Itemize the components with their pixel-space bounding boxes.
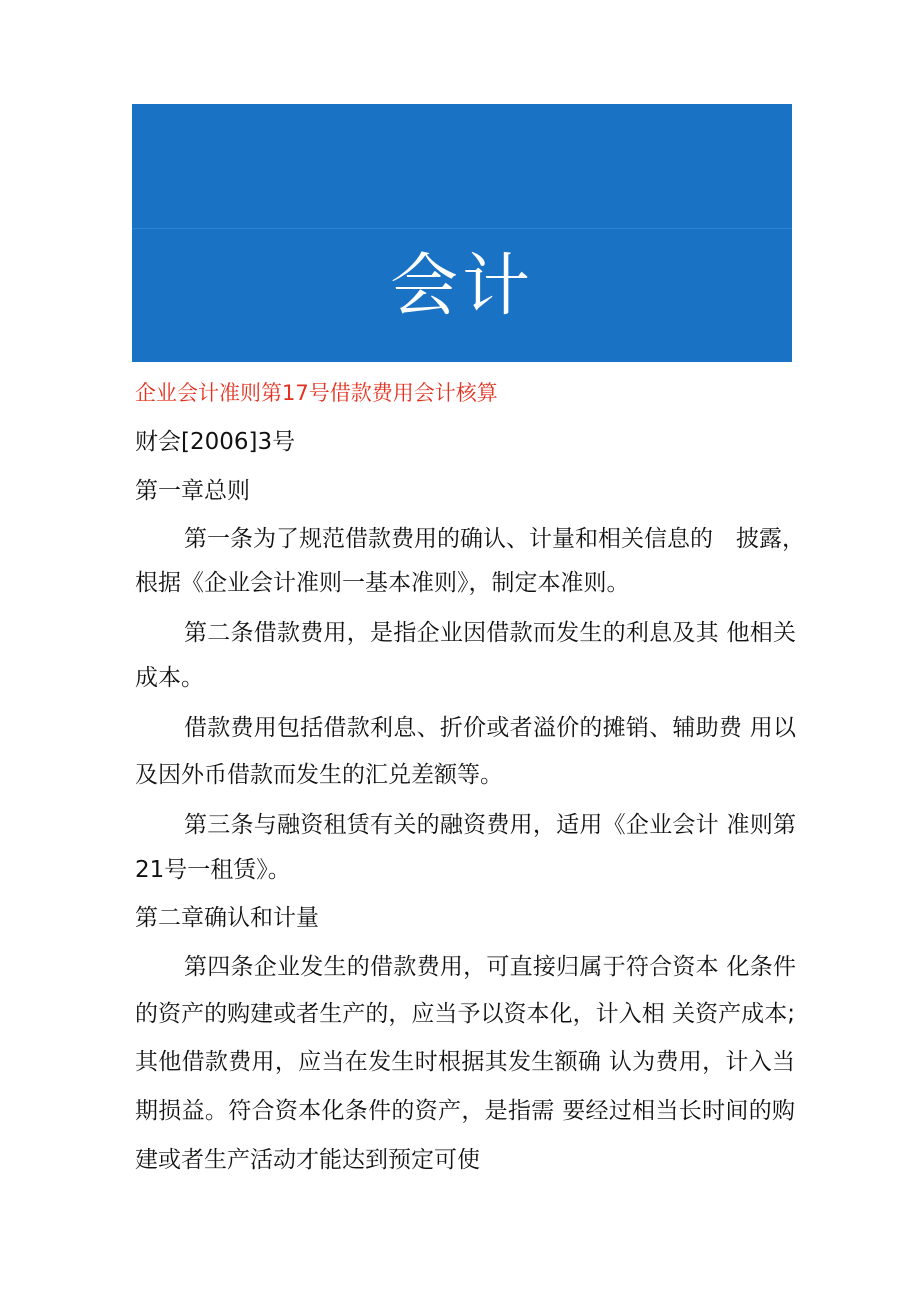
article-1-line-1: 第一条为了规范借款费用的确认、计量和相关信息的 披露， <box>184 526 805 552</box>
article-2b-line-1: 借款费用包括借款利息、折价或者溢价的摊销、辅助费 用以 <box>184 715 796 741</box>
article-2-line-2: 成本。 <box>135 665 204 691</box>
banner-title-line-1: 会计 <box>389 247 534 326</box>
article-4-line-1: 第四条企业发生的借款费用，可直接归属于符合资本 化条件 <box>184 954 796 980</box>
article-4-line-2: 的资产的购建或者生产的，应当予以资本化，计入相 关资产成本; <box>135 1001 795 1027</box>
article-3-line-2: 21号一租赁》。 <box>135 857 291 883</box>
article-3-line-1: 第三条与融资租赁有关的融资费用，适用《企业会计 准则第 <box>184 812 796 838</box>
document-title: 企业会计准则第17号借款费用会计核算 <box>135 381 498 405</box>
chapter-heading-2: 第二章确认和计量 <box>135 905 319 931</box>
article-2b-line-2: 及因外币借款而发生的汇兑差额等。 <box>135 762 503 788</box>
article-4-line-5: 建或者生产活动才能达到预定可使 <box>135 1147 480 1173</box>
chapter-heading-1: 第一章总则 <box>135 478 250 504</box>
banner-title-line-2: 实务 <box>389 362 534 441</box>
document-number: 财会[2006]3号 <box>135 429 296 455</box>
article-4-line-3: 其他借款费用，应当在发生时根据其发生额确 认为费用，计入当 <box>135 1049 795 1075</box>
banner-divider <box>132 228 792 229</box>
article-4-line-4: 期损益。符合资本化条件的资产，是指需 要经过相当长时间的购 <box>135 1098 795 1124</box>
article-1-line-2: 根据《企业会计准则一基本准则》，制定本准则。 <box>135 570 630 596</box>
article-2-line-1: 第二条借款费用，是指企业因借款而发生的利息及其 他相关 <box>184 620 796 646</box>
